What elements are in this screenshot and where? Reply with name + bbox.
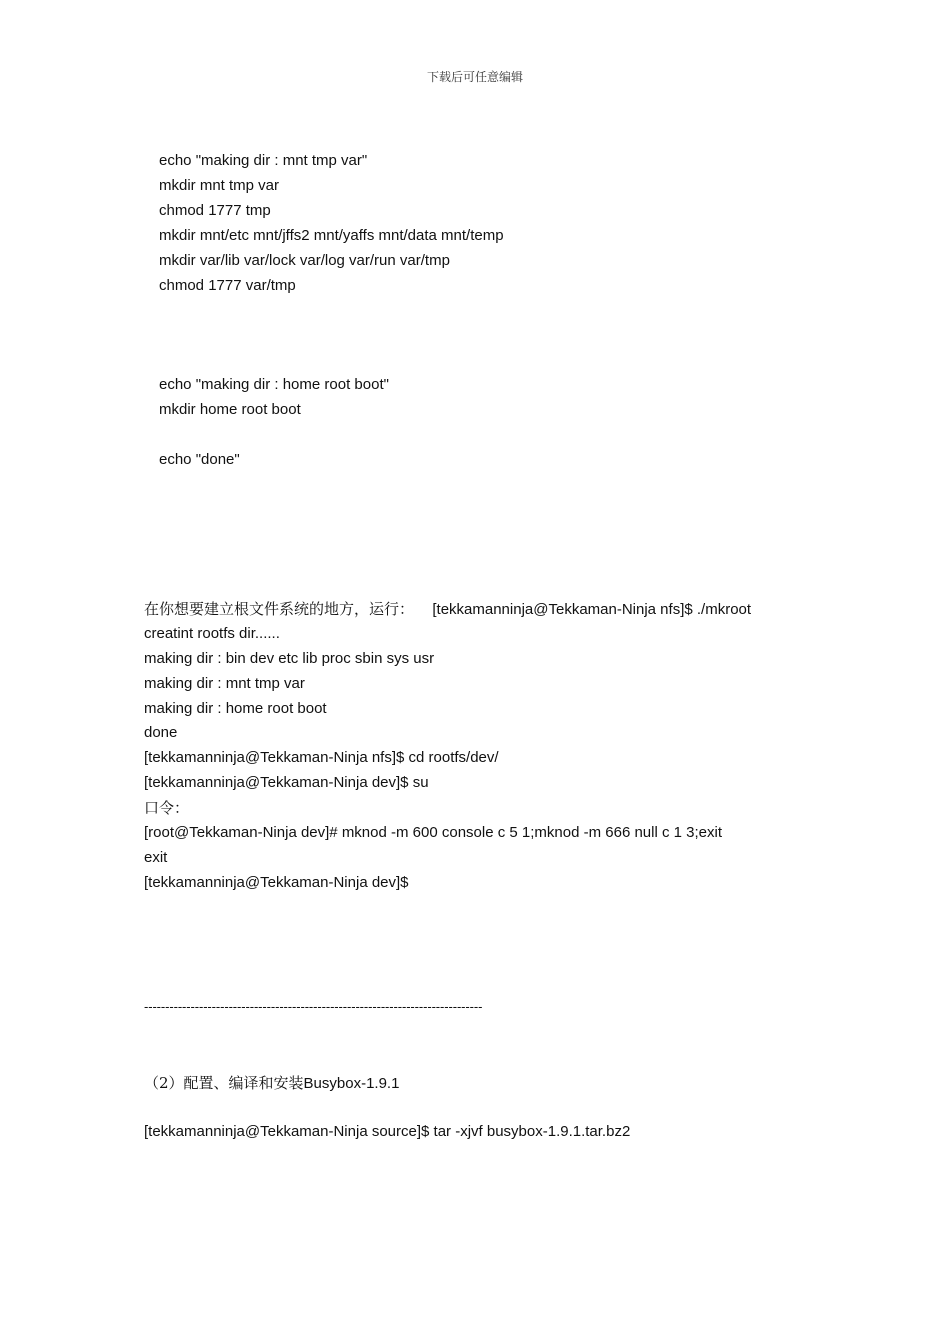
instruction-intro (144, 599, 751, 620)
separator-line: -------------------------------------------------------------------------------- (144, 999, 483, 1014)
script-line: mkdir var/lib var/lock var/log var/run var/tmp (159, 252, 450, 269)
terminal-output-line: exit (144, 849, 168, 866)
terminal-output-line: [root@Tekkaman-Ninja dev]# mknod -m 600 console c 5 1;mknod -m 666 null c 1 3;exit (144, 824, 722, 841)
script-line: echo "making dir : mnt tmp var" (159, 152, 368, 169)
terminal-output-line: making dir : bin dev etc lib proc sbin sys usr (144, 650, 435, 667)
script-line: echo "making dir : home root boot" (159, 376, 389, 393)
page-header: 下载后可任意编辑 (426, 70, 523, 84)
terminal-output-line: done (144, 724, 178, 741)
terminal-output-line: [tekkamanninja@Tekkaman-Ninja dev]$ su (144, 774, 429, 791)
script-line: chmod 1777 var/tmp (159, 277, 296, 294)
intro-command: [tekkamanninja@Tekkaman-Ninja nfs]$ ./mkroot (432, 601, 752, 618)
script-line: chmod 1777 tmp (159, 202, 271, 219)
terminal-output-line: [tekkamanninja@Tekkaman-Ninja dev]$ (144, 874, 409, 891)
intro-text: 在你想要建立根文件系统的地方，运行： (144, 600, 415, 618)
section-command: [tekkamanninja@Tekkaman-Ninja source]$ tar -xjvf busybox-1.9.1.tar.bz2 (144, 1123, 631, 1140)
terminal-output-line: creatint rootfs dir...... (144, 625, 280, 642)
terminal-output-line: making dir : home root boot (144, 700, 327, 717)
section-heading-cjk: （2）配置、编译和安装 (144, 1074, 304, 1092)
section-heading-latin: Busybox-1.9.1 (303, 1075, 400, 1092)
script-line: mkdir mnt tmp var (159, 177, 280, 194)
section-heading (144, 1073, 399, 1094)
script-line: mkdir home root boot (159, 401, 301, 418)
terminal-output-line: making dir : mnt tmp var (144, 675, 305, 692)
script-line: mkdir mnt/etc mnt/jffs2 mnt/yaffs mnt/data mnt/temp (159, 227, 504, 244)
terminal-output-line: 口令： (144, 799, 190, 817)
script-line: echo "done" (159, 451, 240, 468)
terminal-output-line: [tekkamanninja@Tekkaman-Ninja nfs]$ cd rootfs/dev/ (144, 749, 499, 766)
